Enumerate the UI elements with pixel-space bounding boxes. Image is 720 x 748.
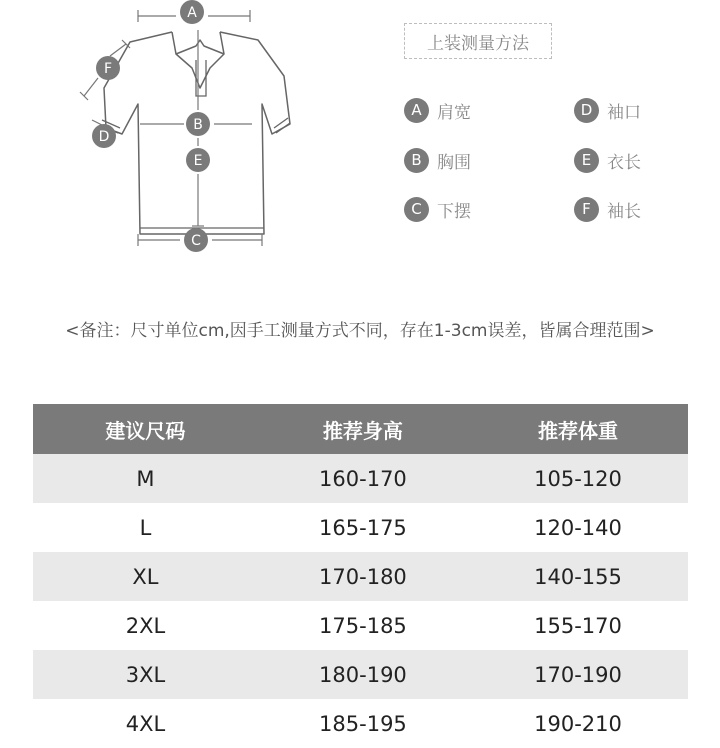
legend-item-hem xyxy=(404,195,471,223)
cell-height: 175-185 xyxy=(258,601,468,650)
size-note: <备注：尺寸单位cm,因手工测量方式不同，存在1-3cm误差，皆属合理范围> xyxy=(65,321,655,341)
cell-weight: 140-155 xyxy=(468,552,688,601)
legend-label: 下摆 xyxy=(437,201,471,222)
svg-text:F: F xyxy=(103,61,113,77)
cell-weight: 170-190 xyxy=(468,650,688,699)
legend-letter-icon: F xyxy=(574,197,599,222)
legend-item-sleeve xyxy=(574,195,641,223)
legend-label: 肩宽 xyxy=(437,102,471,123)
cell-size: 3XL xyxy=(33,650,258,699)
table-row xyxy=(33,552,688,601)
cell-size: M xyxy=(33,454,258,503)
cell-height: 160-170 xyxy=(258,454,468,503)
table-header-row xyxy=(33,404,688,454)
cell-weight: 105-120 xyxy=(468,454,688,503)
cell-height: 180-190 xyxy=(258,650,468,699)
svg-text:A: A xyxy=(187,5,197,21)
table-row xyxy=(33,601,688,650)
legend-item-shoulder xyxy=(404,96,471,124)
legend-letter-icon: B xyxy=(404,148,429,173)
legend-label: 胸围 xyxy=(437,152,471,173)
legend-letter-icon: E xyxy=(574,148,599,173)
table-row xyxy=(33,454,688,503)
marker-e xyxy=(186,148,210,172)
svg-text:D: D xyxy=(98,129,110,145)
cell-size: 2XL xyxy=(33,601,258,650)
svg-text:B: B xyxy=(193,117,203,133)
cell-height: 185-195 xyxy=(258,699,468,748)
cell-height: 170-180 xyxy=(258,552,468,601)
header-height: 推荐身高 xyxy=(258,404,468,454)
size-table xyxy=(33,404,688,748)
legend-item-cuff xyxy=(574,96,641,124)
legend-letter-icon: D xyxy=(574,98,599,123)
legend-letter-icon: A xyxy=(404,98,429,123)
cell-size: L xyxy=(33,503,258,552)
marker-b xyxy=(186,112,210,136)
cell-height: 165-175 xyxy=(258,503,468,552)
marker-c xyxy=(184,228,208,252)
legend-label: 袖口 xyxy=(607,102,641,123)
cell-weight: 155-170 xyxy=(468,601,688,650)
shirt-measure-diagram xyxy=(0,0,400,300)
marker-f xyxy=(96,56,120,80)
legend-letter-icon: C xyxy=(404,197,429,222)
table-row xyxy=(33,699,688,748)
measure-method-title: 上装测量方法 xyxy=(404,23,552,59)
cell-size: 4XL xyxy=(33,699,258,748)
cell-size: XL xyxy=(33,552,258,601)
svg-text:C: C xyxy=(191,233,201,249)
header-weight: 推荐体重 xyxy=(468,404,688,454)
legend-label: 袖长 xyxy=(607,201,641,222)
table-row xyxy=(33,650,688,699)
legend-item-length xyxy=(574,146,641,174)
marker-d xyxy=(92,124,116,148)
marker-a xyxy=(180,0,204,24)
legend-label: 衣长 xyxy=(607,152,641,173)
cell-weight: 190-210 xyxy=(468,699,688,748)
cell-weight: 120-140 xyxy=(468,503,688,552)
table-row xyxy=(33,503,688,552)
svg-text:E: E xyxy=(193,153,203,169)
header-size: 建议尺码 xyxy=(33,404,258,454)
legend-item-chest xyxy=(404,146,471,174)
